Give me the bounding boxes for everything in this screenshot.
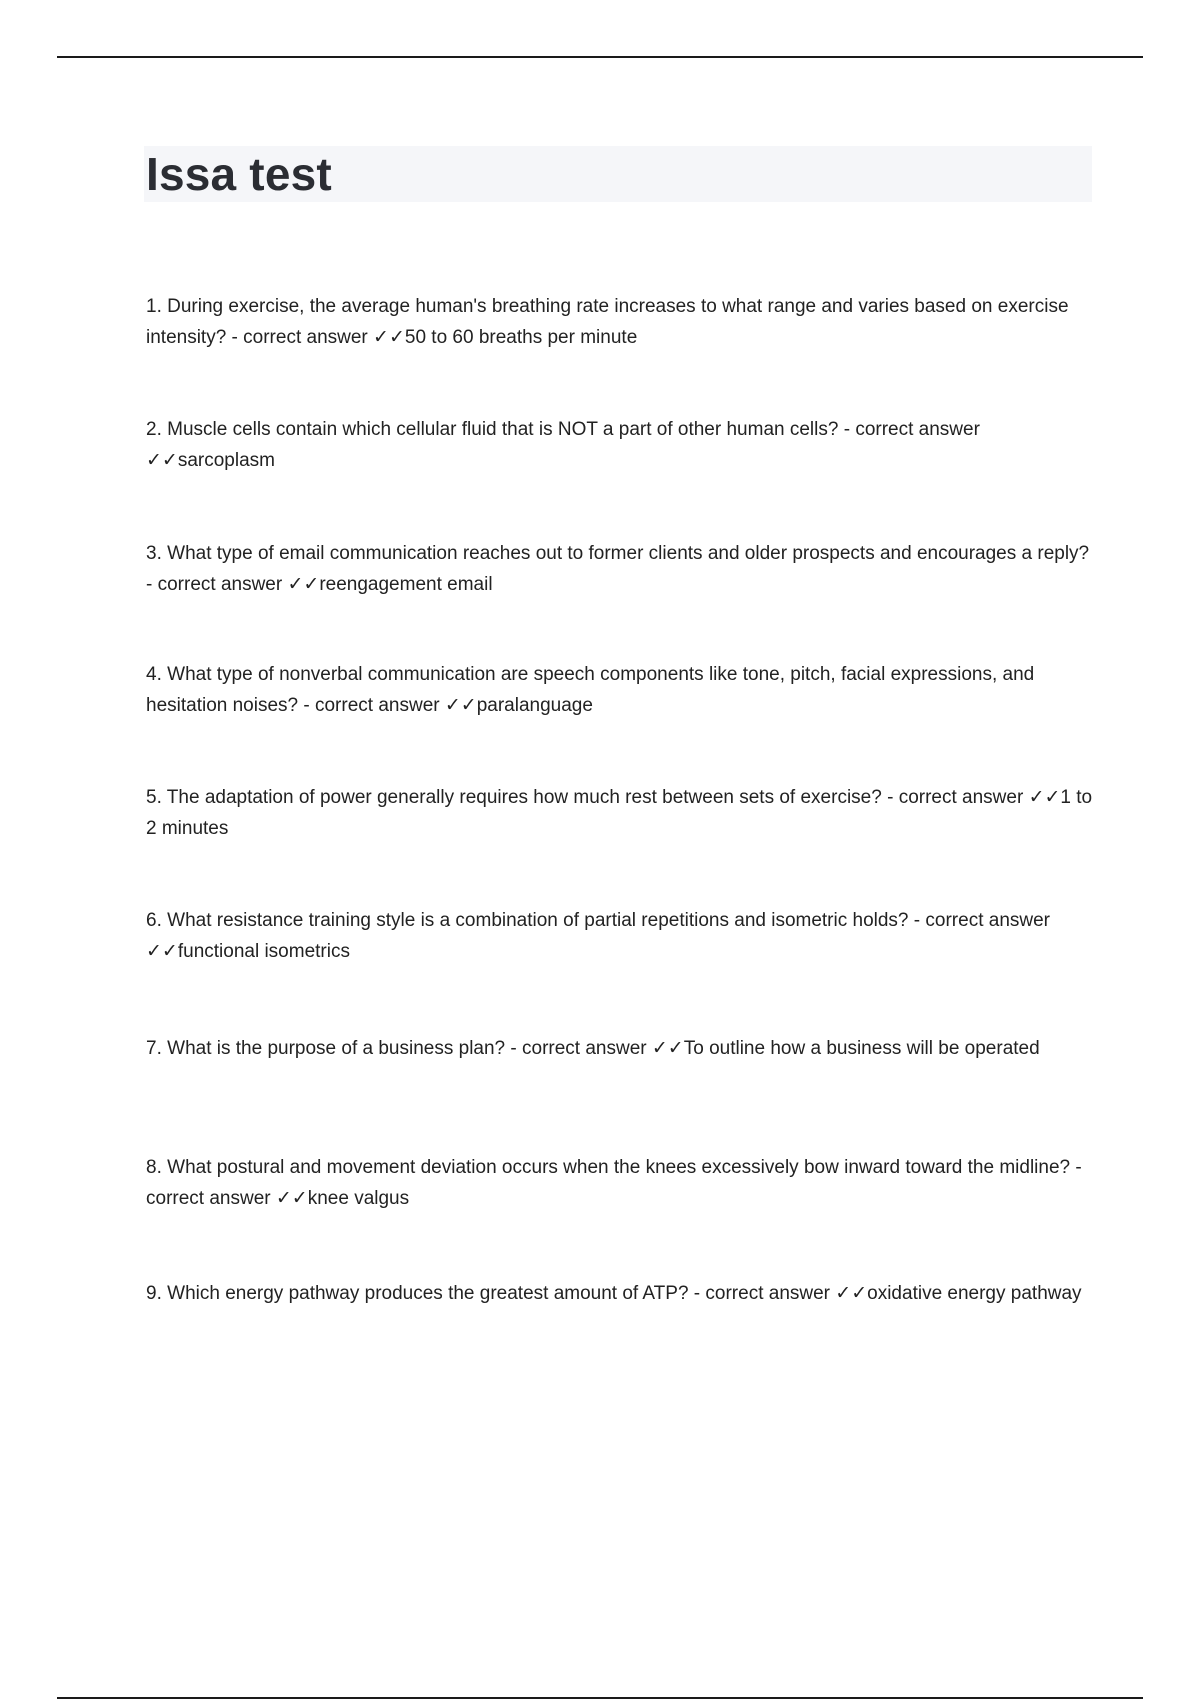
qa-item-5 bbox=[146, 782, 1096, 844]
qa-question: What postural and movement deviation occurs when the knees excessively bow inward toward the midline? bbox=[167, 1157, 1071, 1178]
check-icon: ✓✓ bbox=[444, 695, 477, 716]
qa-question: What type of nonverbal communication are speech components like tone, pitch, facial expressions, and hesitation noises? bbox=[146, 664, 1035, 716]
qa-separator: - correct answer bbox=[505, 1038, 652, 1059]
qa-separator: - correct answer bbox=[146, 1157, 1082, 1209]
qa-number: 8. bbox=[146, 1157, 162, 1178]
qa-separator: - correct answer bbox=[146, 574, 288, 595]
qa-question: What resistance training style is a combination of partial repetitions and isometric holds? bbox=[167, 910, 909, 931]
check-icon: ✓✓ bbox=[373, 327, 405, 348]
qa-question: What is the purpose of a business plan? bbox=[167, 1038, 506, 1059]
check-icon: ✓✓ bbox=[835, 1283, 868, 1304]
qa-separator: - correct answer bbox=[838, 419, 980, 440]
top-rule bbox=[57, 56, 1143, 58]
qa-number: 1. bbox=[146, 296, 162, 317]
qa-number: 4. bbox=[146, 664, 162, 685]
qa-item-2 bbox=[146, 414, 1096, 476]
qa-question: The adaptation of power generally requires how much rest between sets of exercise? bbox=[166, 787, 882, 808]
check-icon: ✓✓ bbox=[146, 941, 178, 962]
qa-separator: - correct answer bbox=[881, 787, 1029, 808]
bottom-rule bbox=[57, 1697, 1143, 1699]
qa-question: Which energy pathway produces the greatest amount of ATP? bbox=[167, 1283, 689, 1304]
qa-number: 2. bbox=[146, 419, 162, 440]
qa-separator: - correct answer bbox=[908, 910, 1050, 931]
qa-question: Muscle cells contain which cellular fluid that is NOT a part of other human cells? bbox=[167, 419, 839, 440]
qa-number: 5. bbox=[146, 787, 162, 808]
qa-item-1 bbox=[146, 291, 1096, 353]
qa-answer: sarcoplasm bbox=[177, 450, 275, 471]
qa-item-8 bbox=[146, 1152, 1096, 1214]
qa-separator: - correct answer bbox=[226, 327, 374, 348]
qa-item-9 bbox=[146, 1278, 1096, 1309]
qa-item-6 bbox=[146, 905, 1096, 967]
qa-answer: 50 to 60 breaths per minute bbox=[404, 327, 638, 348]
qa-number: 9. bbox=[146, 1283, 162, 1304]
check-icon: ✓✓ bbox=[146, 450, 178, 471]
qa-answer: knee valgus bbox=[307, 1188, 410, 1209]
qa-separator: - correct answer bbox=[688, 1283, 836, 1304]
document-title: Issa test bbox=[146, 148, 332, 200]
check-icon: ✓✓ bbox=[651, 1038, 684, 1059]
qa-question: During exercise, the average human's breathing rate increases to what range and varies based on exercise intensity? bbox=[146, 296, 1069, 348]
qa-number: 6. bbox=[146, 910, 162, 931]
qa-answer: To outline how a business will be operated bbox=[683, 1038, 1040, 1059]
qa-answer: functional isometrics bbox=[177, 941, 350, 962]
check-icon: ✓✓ bbox=[287, 574, 320, 595]
qa-answer: reengagement email bbox=[319, 574, 493, 595]
check-icon: ✓✓ bbox=[1028, 787, 1061, 808]
qa-number: 3. bbox=[146, 543, 162, 564]
qa-item-4 bbox=[146, 659, 1096, 721]
qa-item-7 bbox=[146, 1033, 1096, 1064]
qa-item-3 bbox=[146, 538, 1096, 600]
qa-answer: paralanguage bbox=[476, 695, 593, 716]
qa-number: 7. bbox=[146, 1038, 162, 1059]
qa-separator: - correct answer bbox=[298, 695, 445, 716]
qa-question: What type of email communication reaches out to former clients and older prospects and encourages a reply? bbox=[167, 543, 1090, 564]
qa-answer: oxidative energy pathway bbox=[867, 1283, 1082, 1304]
check-icon: ✓✓ bbox=[275, 1188, 308, 1209]
qa-answer: 1 to 2 minutes bbox=[146, 787, 1093, 839]
